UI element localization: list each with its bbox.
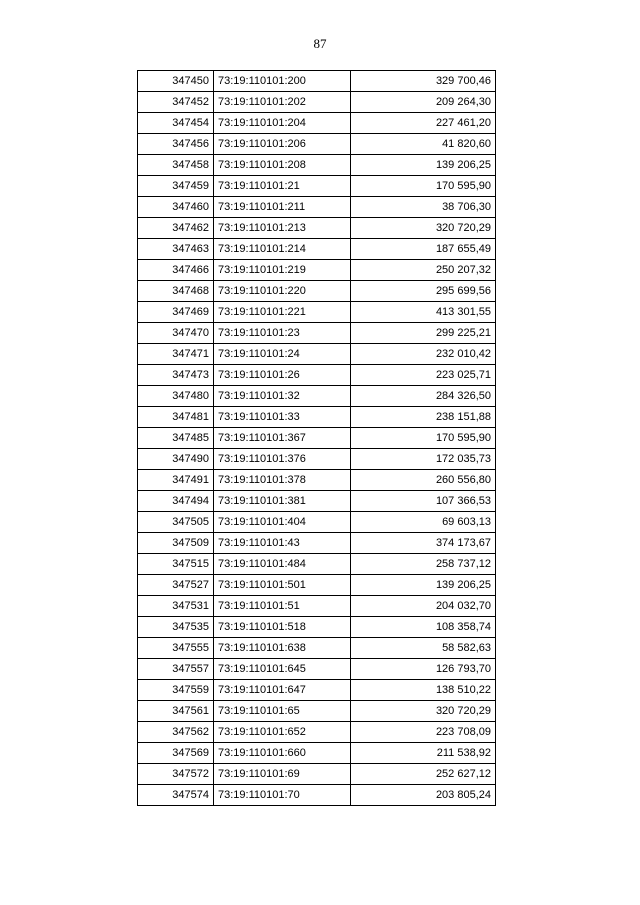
object-id-cell: 347481	[138, 407, 214, 428]
cadastral-value-cell: 139 206,25	[351, 575, 496, 596]
cadastral-number-cell: 73:19:110101:32	[214, 386, 351, 407]
cadastral-value-cell: 41 820,60	[351, 134, 496, 155]
table-row	[138, 449, 496, 470]
cadastral-value-cell: 203 805,24	[351, 785, 496, 806]
cadastral-value-cell: 252 627,12	[351, 764, 496, 785]
cadastral-value-cell: 320 720,29	[351, 218, 496, 239]
cadastral-value-cell: 108 358,74	[351, 617, 496, 638]
cadastral-value-cell: 299 225,21	[351, 323, 496, 344]
object-id-cell: 347505	[138, 512, 214, 533]
cadastral-value-cell: 258 737,12	[351, 554, 496, 575]
table-body	[138, 71, 496, 806]
table-row	[138, 764, 496, 785]
cadastral-number-cell: 73:19:110101:484	[214, 554, 351, 575]
cadastral-number-cell: 73:19:110101:378	[214, 470, 351, 491]
object-id-cell: 347471	[138, 344, 214, 365]
cadastral-number-cell: 73:19:110101:214	[214, 239, 351, 260]
table-row	[138, 596, 496, 617]
table-row	[138, 407, 496, 428]
cadastral-value-cell: 209 264,30	[351, 92, 496, 113]
cadastral-value-cell: 69 603,13	[351, 512, 496, 533]
cadastral-value-cell: 138 510,22	[351, 680, 496, 701]
cadastral-value-cell: 172 035,73	[351, 449, 496, 470]
object-id-cell: 347515	[138, 554, 214, 575]
cadastral-value-cell: 238 151,88	[351, 407, 496, 428]
cadastral-value-cell: 329 700,46	[351, 71, 496, 92]
table-row	[138, 575, 496, 596]
cadastral-value-cell: 170 595,90	[351, 428, 496, 449]
object-id-cell: 347569	[138, 743, 214, 764]
object-id-cell: 347561	[138, 701, 214, 722]
cadastral-number-cell: 73:19:110101:200	[214, 71, 351, 92]
cadastral-value-cell: 126 793,70	[351, 659, 496, 680]
cadastral-number-cell: 73:19:110101:645	[214, 659, 351, 680]
cadastral-number-cell: 73:19:110101:70	[214, 785, 351, 806]
cadastral-number-cell: 73:19:110101:69	[214, 764, 351, 785]
object-id-cell: 347531	[138, 596, 214, 617]
cadastral-value-cell: 38 706,30	[351, 197, 496, 218]
table-row	[138, 512, 496, 533]
cadastral-value-cell: 187 655,49	[351, 239, 496, 260]
cadastral-number-cell: 73:19:110101:26	[214, 365, 351, 386]
cadastral-number-cell: 73:19:110101:51	[214, 596, 351, 617]
cadastral-number-cell: 73:19:110101:206	[214, 134, 351, 155]
cadastral-value-cell: 139 206,25	[351, 155, 496, 176]
object-id-cell: 347557	[138, 659, 214, 680]
object-id-cell: 347527	[138, 575, 214, 596]
table-row	[138, 260, 496, 281]
cadastral-value-cell: 204 032,70	[351, 596, 496, 617]
cadastral-number-cell: 73:19:110101:43	[214, 533, 351, 554]
object-id-cell: 347470	[138, 323, 214, 344]
cadastral-number-cell: 73:19:110101:638	[214, 638, 351, 659]
cadastral-value-cell: 284 326,50	[351, 386, 496, 407]
cadastral-value-cell: 227 461,20	[351, 113, 496, 134]
cadastral-number-cell: 73:19:110101:208	[214, 155, 351, 176]
object-id-cell: 347460	[138, 197, 214, 218]
cadastral-number-cell: 73:19:110101:220	[214, 281, 351, 302]
table-row	[138, 365, 496, 386]
cadastral-number-cell: 73:19:110101:219	[214, 260, 351, 281]
object-id-cell: 347555	[138, 638, 214, 659]
cadastral-number-cell: 73:19:110101:381	[214, 491, 351, 512]
cadastral-value-cell: 260 556,80	[351, 470, 496, 491]
table-row	[138, 743, 496, 764]
object-id-cell: 347452	[138, 92, 214, 113]
object-id-cell: 347535	[138, 617, 214, 638]
cadastral-number-cell: 73:19:110101:376	[214, 449, 351, 470]
cadastral-number-cell: 73:19:110101:204	[214, 113, 351, 134]
cadastral-value-cell: 170 595,90	[351, 176, 496, 197]
object-id-cell: 347463	[138, 239, 214, 260]
table-row	[138, 491, 496, 512]
cadastral-number-cell: 73:19:110101:501	[214, 575, 351, 596]
cadastral-value-cell: 250 207,32	[351, 260, 496, 281]
table-row	[138, 302, 496, 323]
table-row	[138, 554, 496, 575]
cadastral-value-cell: 211 538,92	[351, 743, 496, 764]
cadastral-value-cell: 374 173,67	[351, 533, 496, 554]
object-id-cell: 347456	[138, 134, 214, 155]
object-id-cell: 347462	[138, 218, 214, 239]
cadastral-number-cell: 73:19:110101:647	[214, 680, 351, 701]
object-id-cell: 347469	[138, 302, 214, 323]
cadastral-number-cell: 73:19:110101:221	[214, 302, 351, 323]
object-id-cell: 347559	[138, 680, 214, 701]
cadastral-value-cell: 107 366,53	[351, 491, 496, 512]
object-id-cell: 347574	[138, 785, 214, 806]
table-row	[138, 470, 496, 491]
table-row	[138, 134, 496, 155]
table-row	[138, 281, 496, 302]
object-id-cell: 347458	[138, 155, 214, 176]
object-id-cell: 347572	[138, 764, 214, 785]
table-row	[138, 92, 496, 113]
cadastral-number-cell: 73:19:110101:652	[214, 722, 351, 743]
table-row	[138, 722, 496, 743]
object-id-cell: 347562	[138, 722, 214, 743]
cadastral-value-table	[137, 70, 496, 806]
table-row	[138, 71, 496, 92]
cadastral-value-cell: 320 720,29	[351, 701, 496, 722]
table-row	[138, 113, 496, 134]
table-row	[138, 344, 496, 365]
table-row	[138, 638, 496, 659]
table-row	[138, 239, 496, 260]
table-row	[138, 617, 496, 638]
table-row	[138, 218, 496, 239]
cadastral-number-cell: 73:19:110101:660	[214, 743, 351, 764]
cadastral-number-cell: 73:19:110101:21	[214, 176, 351, 197]
cadastral-number-cell: 73:19:110101:65	[214, 701, 351, 722]
object-id-cell: 347485	[138, 428, 214, 449]
cadastral-number-cell: 73:19:110101:202	[214, 92, 351, 113]
cadastral-number-cell: 73:19:110101:367	[214, 428, 351, 449]
cadastral-value-cell: 223 025,71	[351, 365, 496, 386]
object-id-cell: 347450	[138, 71, 214, 92]
object-id-cell: 347491	[138, 470, 214, 491]
table-row	[138, 197, 496, 218]
page-number: 87	[313, 36, 327, 51]
cadastral-value-cell: 413 301,55	[351, 302, 496, 323]
cadastral-value-cell: 295 699,56	[351, 281, 496, 302]
table-row	[138, 386, 496, 407]
cadastral-number-cell: 73:19:110101:518	[214, 617, 351, 638]
object-id-cell: 347480	[138, 386, 214, 407]
object-id-cell: 347494	[138, 491, 214, 512]
cadastral-number-cell: 73:19:110101:213	[214, 218, 351, 239]
cadastral-number-cell: 73:19:110101:33	[214, 407, 351, 428]
object-id-cell: 347468	[138, 281, 214, 302]
table-row	[138, 428, 496, 449]
table-row	[138, 533, 496, 554]
table-row	[138, 659, 496, 680]
cadastral-value-cell: 223 708,09	[351, 722, 496, 743]
table-row	[138, 155, 496, 176]
object-id-cell: 347454	[138, 113, 214, 134]
cadastral-number-cell: 73:19:110101:211	[214, 197, 351, 218]
object-id-cell: 347490	[138, 449, 214, 470]
table-row	[138, 176, 496, 197]
table-row	[138, 680, 496, 701]
table-row	[138, 701, 496, 722]
cadastral-value-cell: 232 010,42	[351, 344, 496, 365]
object-id-cell: 347459	[138, 176, 214, 197]
cadastral-number-cell: 73:19:110101:23	[214, 323, 351, 344]
object-id-cell: 347509	[138, 533, 214, 554]
object-id-cell: 347466	[138, 260, 214, 281]
object-id-cell: 347473	[138, 365, 214, 386]
cadastral-number-cell: 73:19:110101:24	[214, 344, 351, 365]
table-row	[138, 785, 496, 806]
cadastral-number-cell: 73:19:110101:404	[214, 512, 351, 533]
table-row	[138, 323, 496, 344]
cadastral-value-cell: 58 582,63	[351, 638, 496, 659]
